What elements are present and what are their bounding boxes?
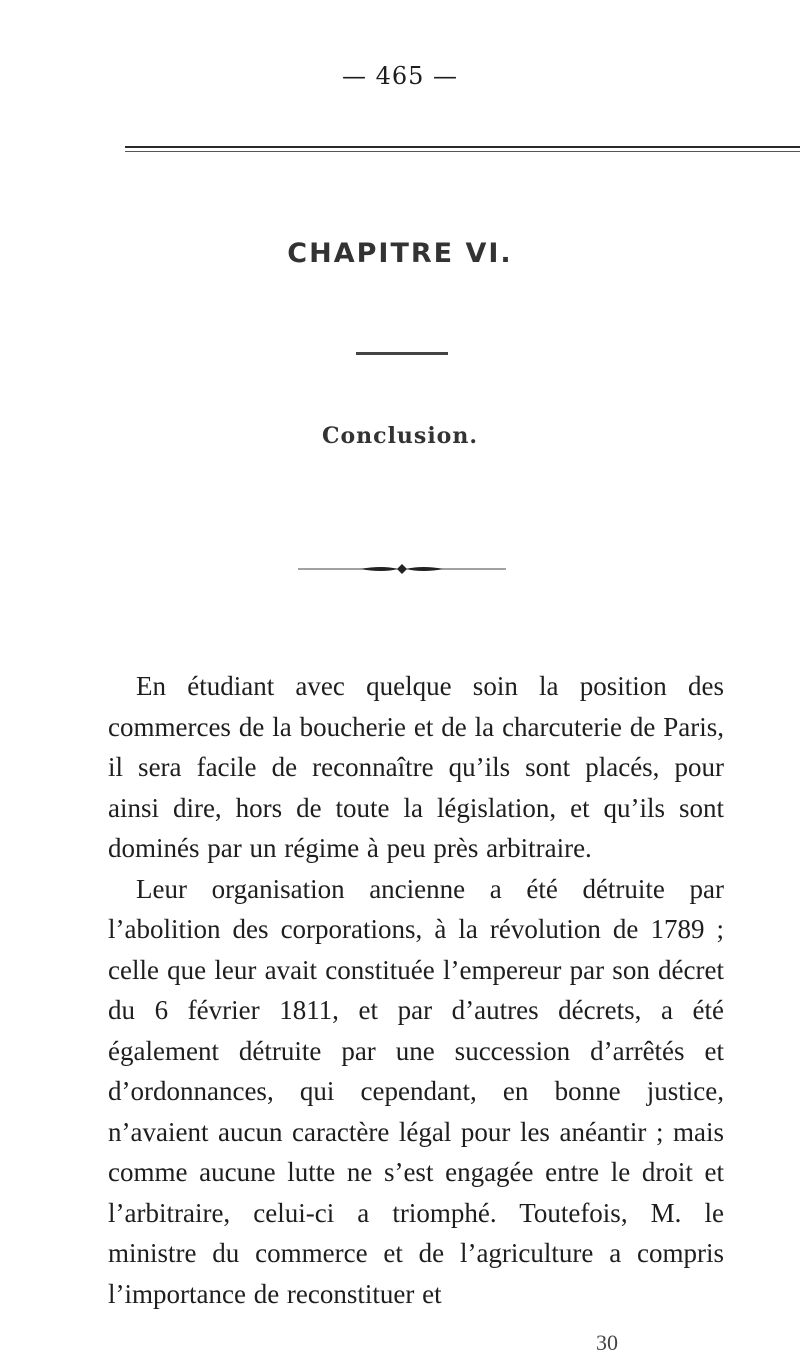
ornament-divider-icon — [298, 563, 506, 575]
section-title: Conclusion. — [322, 423, 478, 449]
chapter-title: CHAPITRE VI. — [287, 238, 513, 269]
paragraph-2: Leur organisation ancienne a été détruite par l’abolition des corporations, à la révolution de 1789 ; celle que leur avait constituée l’empereur par son décret du 6 février 1811, et par d’autres décrets, a été également détruite par une succession d’arrêtés et d’ordonnances, qui cependant, en bonne justice, n’avaient aucun caractère légal pour les anéantir ; mais comme aucune lutte ne s’est engagée entre le droit et l’arbitraire, celui-ci a triomphé. Toutefois, M. le ministre du commerce et de l’agriculture a compris l’importance de reconstituer et — [108, 873, 724, 1309]
signature-mark: 30 — [596, 1330, 618, 1355]
paragraph-1: En étudiant avec quelque soin la position des commerces de la boucherie et de la charcuterie de Paris, il sera facile de reconnaître qu’ils sont placés, pour ainsi dire, hors de toute la législation, et qu’ils sont dominés par un régime à peu près arbitraire. — [108, 671, 724, 863]
page-number: — 465 — — [341, 62, 459, 90]
short-rule — [356, 352, 448, 355]
body-text — [108, 666, 724, 1314]
